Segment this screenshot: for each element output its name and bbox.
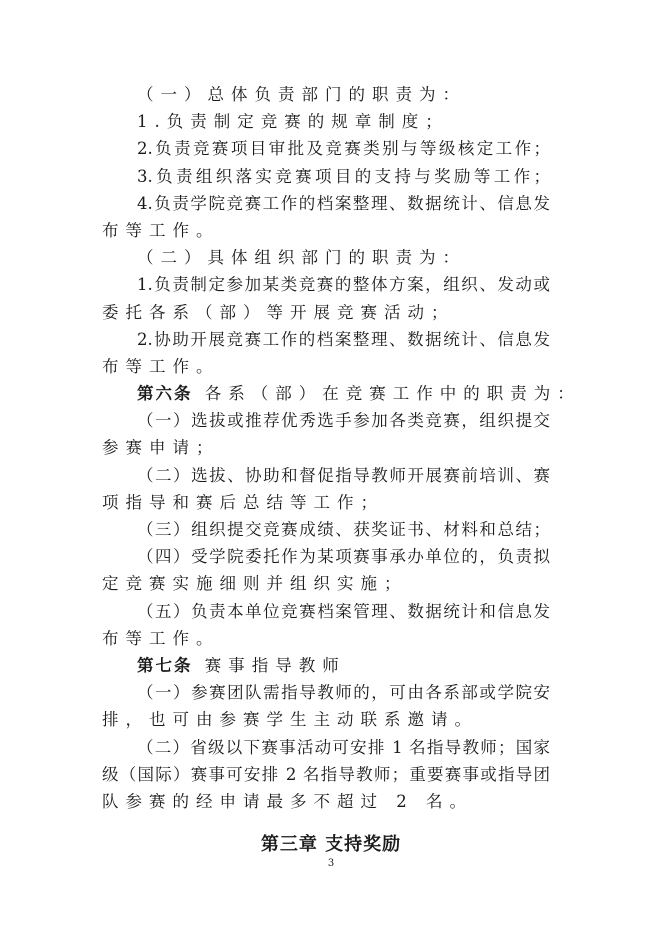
text-line: 4.负责学院竞赛工作的档案整理、数据统计、信息发 xyxy=(137,193,550,213)
text-line: （一）总体负责部门的职责为： xyxy=(137,85,466,104)
article-number: 第七条 xyxy=(137,655,193,675)
text-line: 定竞赛实施细则并组织实施； xyxy=(102,574,408,594)
text-line: 布等工作。 xyxy=(102,356,220,376)
text-line: 布等工作。 xyxy=(102,628,220,648)
article-number: 第六条 xyxy=(137,384,193,404)
text-line: （一）参赛团队需指导教师的，可由各系部或学院安 xyxy=(137,683,550,703)
text-line: 1.负责制定参加某类竞赛的整体方案，组织、发动或 xyxy=(137,275,550,295)
document-body xyxy=(102,81,581,815)
article-6-heading xyxy=(102,380,581,407)
text-line: 项指导和赛后总结等工作； xyxy=(102,492,384,512)
text-line: 参赛申请； xyxy=(102,438,220,458)
text-line: （三）组织提交竞赛成绩、获奖证书、材料和总结； xyxy=(137,520,550,539)
article-title: 各系（部）在竞赛工作中的职责为： xyxy=(204,384,581,404)
text-line: （二）省级以下赛事活动可安排 1 名指导教师；国家 xyxy=(137,737,550,757)
text-line: （二）选拔、协助和督促指导教师开展赛前培训、赛 xyxy=(137,465,550,485)
text-line: 布等工作。 xyxy=(102,220,220,240)
text-line: 委托各系（部）等开展竞赛活动； xyxy=(102,302,455,322)
text-line: 2.负责竞赛项目审批及竞赛类别与等级核定工作； xyxy=(137,139,550,159)
text-line: 1.负责制定竞赛的规章制度； xyxy=(137,112,449,132)
page-number: 3 xyxy=(327,858,335,869)
text-line: （一）选拔或推荐优秀选手参加各类竞赛，组织提交 xyxy=(137,411,550,431)
text-line: 级（国际）赛事可安排 2 名指导教师；重要赛事或指导团 xyxy=(102,764,550,784)
text-line: 排，也可由参赛学生主动联系邀请。 xyxy=(102,710,478,730)
text-line: （五）负责本单位竞赛档案管理、数据统计和信息发 xyxy=(137,601,550,621)
article-7-heading xyxy=(102,652,550,679)
text-line: （二）具体组织部门的职责为： xyxy=(137,248,466,268)
article-title: 赛事指导教师 xyxy=(204,655,346,675)
text-line: （四）受学院委托作为某项赛事承办单位的，负责拟 xyxy=(137,547,550,567)
text-line: 3.负责组织落实竞赛项目的支持与奖励等工作； xyxy=(137,166,550,186)
chapter-heading: 第三章 支持奖励 xyxy=(260,834,402,855)
text-line: 2.协助开展竞赛工作的档案整理、数据统计、信息发 xyxy=(137,329,550,349)
text-line: 队参赛的经申请最多不超过 2 名。 xyxy=(102,791,473,811)
